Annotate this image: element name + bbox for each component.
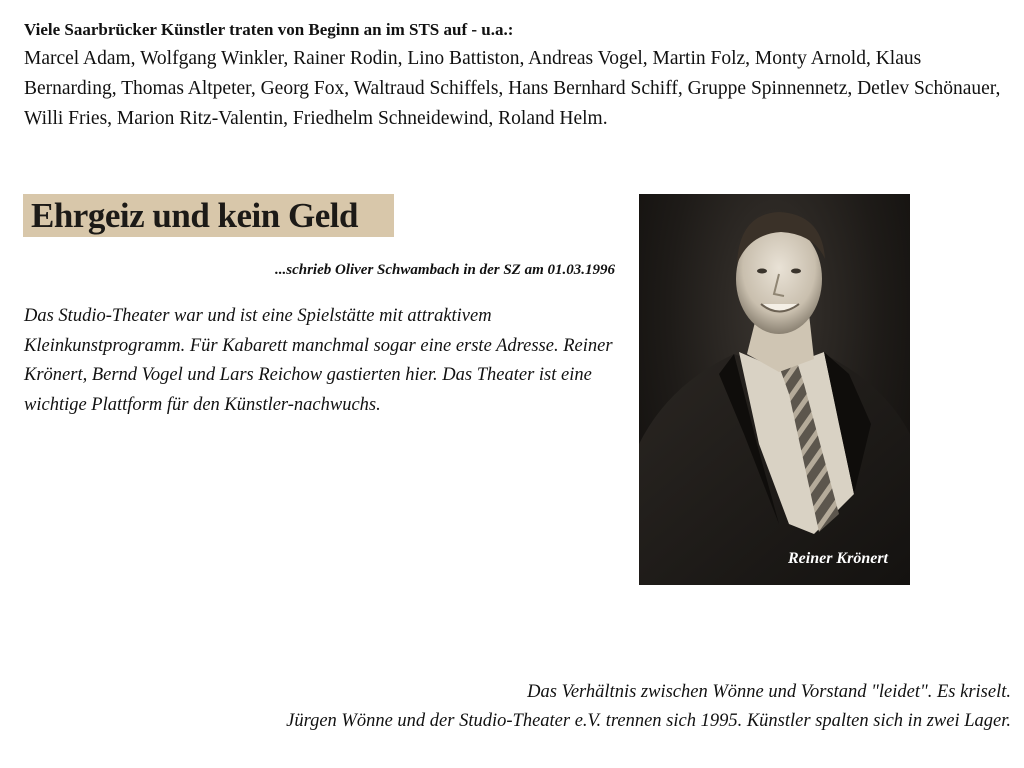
artist-list: Marcel Adam, Wolfgang Winkler, Rainer Rodin, Lino Battiston, Andreas Vogel, Martin Folz, Monty Arnold, Klaus Bernarding, Thomas Altpeter, Georg Fox, Waltraud Schiffels, Hans Bernhard Schiff, Gruppe Spinnennetz, Detlev Schönauer, Willi Fries, Marion Ritz-Valentin, Friedhelm Schneidewind, Roland Helm. <box>24 48 1001 129</box>
photo-caption: Reiner Krönert <box>787 550 888 567</box>
article-attribution: ...schrieb Oliver Schwambach in der SZ am 01.03.1996 <box>274 262 615 278</box>
footer-line-1: Das Verhältnis zwischen Wönne und Vorstand "leidet". Es kriselt. <box>527 682 1011 702</box>
newspaper-headline-clipping <box>23 194 394 237</box>
footer-note <box>286 678 1011 736</box>
newspaper-headline: Ehrgeiz und kein Geld <box>31 196 358 235</box>
portrait-illustration <box>639 194 910 585</box>
portrait-photo <box>639 194 910 585</box>
article-quote: Das Studio-Theater war und ist eine Spielstätte mit attraktivem Kleinkunstprogramm. Für Kabarett manchmal sogar eine erste Adresse. Reiner Krönert, Bernd Vogel und Lars Reichow gastierten hier. Das Theater ist eine wichtige Plattform für den Künstler-nachwuchs. <box>24 306 613 415</box>
intro-heading: Viele Saarbrücker Künstler traten von Beginn an im STS auf - u.a.: <box>24 20 514 39</box>
footer-line-2: Jürgen Wönne und der Studio-Theater e.V. trennen sich 1995. Künstler spalten sich in zwei Lager. <box>286 711 1011 731</box>
